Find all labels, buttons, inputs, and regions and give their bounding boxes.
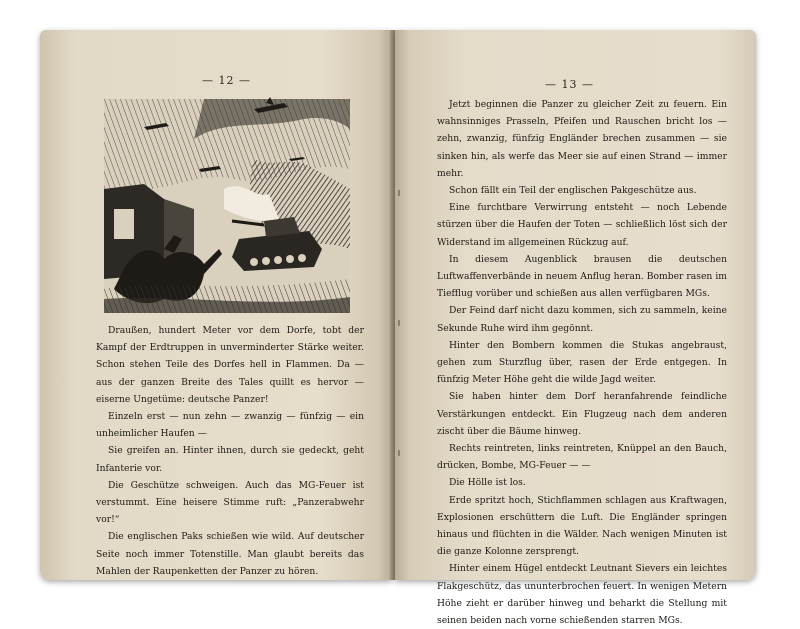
paragraph: Einzeln erst — nun zehn — zwanzig — fünfzig — ein unheimlicher Haufen — xyxy=(96,411,364,440)
paragraph: Der Feind darf nicht dazu kommen, sich zu sammeln, keine Sekunde Ruhe wird ihm gegönnt. xyxy=(437,305,727,334)
paragraph: Draußen, hundert Meter vor dem Dorfe, tobt der Kampf der Erdtruppen in unverminderter Stärke weiter. Schon stehen Teile des Dorfes hell in Flammen. Da — aus der ganzen Breite des Tales quillt es hervor — eiserne Ungetüme: deutsche Panzer! xyxy=(96,325,364,405)
paragraph: Sie greifen an. Hinter ihnen, durch sie gedeckt, geht Infanterie vor. xyxy=(96,445,364,474)
paragraph: Die Hölle ist los. xyxy=(449,477,526,489)
paragraph: In diesem Augenblick brausen die deutschen Luftwaffenverbände in neuem Anflug heran. Bomber rasen im Tiefflug vorüber und schießen aus allen verfügbaren MGs. xyxy=(437,253,727,300)
paragraph: Rechts reintreten, links reintreten, Knüppel an den Bauch, drücken, Bombe, MG-Feuer — — xyxy=(437,443,727,472)
paragraph: Jetzt beginnen die Panzer zu gleicher Zeit zu feuern. Ein wahnsinniges Prasseln, Pfeifen und Rauschen bricht los — zehn, zwanzig, fünfzig Engländer brechen zusammen — sie sinken hin, als werfe das Meer sie auf einen Strand — immer mehr. xyxy=(437,99,727,179)
battle-illustration xyxy=(104,99,350,313)
paragraph: Sie haben hinter dem Dorf heranfahrende feindliche Verstärkungen entdeckt. Ein Flugzeug nach dem anderen zischt über die Bäume hinweg. xyxy=(437,391,727,437)
paragraph: Die Geschütze schweigen. Auch das MG-Feuer ist verstummt. Eine heisere Stimme ruft: „Panzerabwehr vor!“ xyxy=(96,479,364,526)
paragraph: Die englischen Paks schießen wie wild. Auf deutscher Seite noch immer Totenstille. Man glaubt bereits das Mahlen der Raupenketten der Panzer zu hören. xyxy=(96,531,364,577)
paragraph: Hinter den Bombern kommen die Stukas angebraust, gehen zum Sturzflug über, rasen der Erde entgegen. In fünfzig Meter Höhe geht die wilde Jagd weiter. xyxy=(437,339,727,386)
battle-illustration-drawing xyxy=(104,99,350,313)
left-page-text xyxy=(96,322,364,580)
binding-stitch xyxy=(398,450,400,456)
left-page xyxy=(40,30,392,580)
binding-stitch xyxy=(398,190,400,196)
paragraph: Schon fällt ein Teil der englischen Pakgeschütze aus. xyxy=(449,185,697,197)
right-page xyxy=(395,30,756,627)
page-number-right: — 13 — xyxy=(545,78,594,91)
open-book xyxy=(40,30,756,627)
binding-stitch xyxy=(398,320,400,326)
right-page-text xyxy=(437,96,727,629)
paragraph: Hinter einem Hügel entdeckt Leutnant Sievers ein leichtes Flakgeschütz, das ununterbrochen feuert. In wenigen Metern Höhe zieht er darüber hinweg und beharkt die Stellung mit seinen beiden nach vorne schießenden starren MGs. xyxy=(437,563,727,627)
paragraph: Eine furchtbare Verwirrung entsteht — noch Lebende stürzen über die Haufen der Toten — schließlich löst sich der Widerstand im allgemeinen Rückzug auf. xyxy=(437,202,727,248)
paragraph: Erde spritzt hoch, Stichflammen schlagen aus Kraftwagen, Explosionen erschüttern die Luft. Die Engländer springen hinaus und flüchten in die Wälder. Nach wenigen Minuten ist die ganze Kolonne zersprengt. xyxy=(437,494,727,558)
page-number-left: — 12 — xyxy=(202,74,251,87)
